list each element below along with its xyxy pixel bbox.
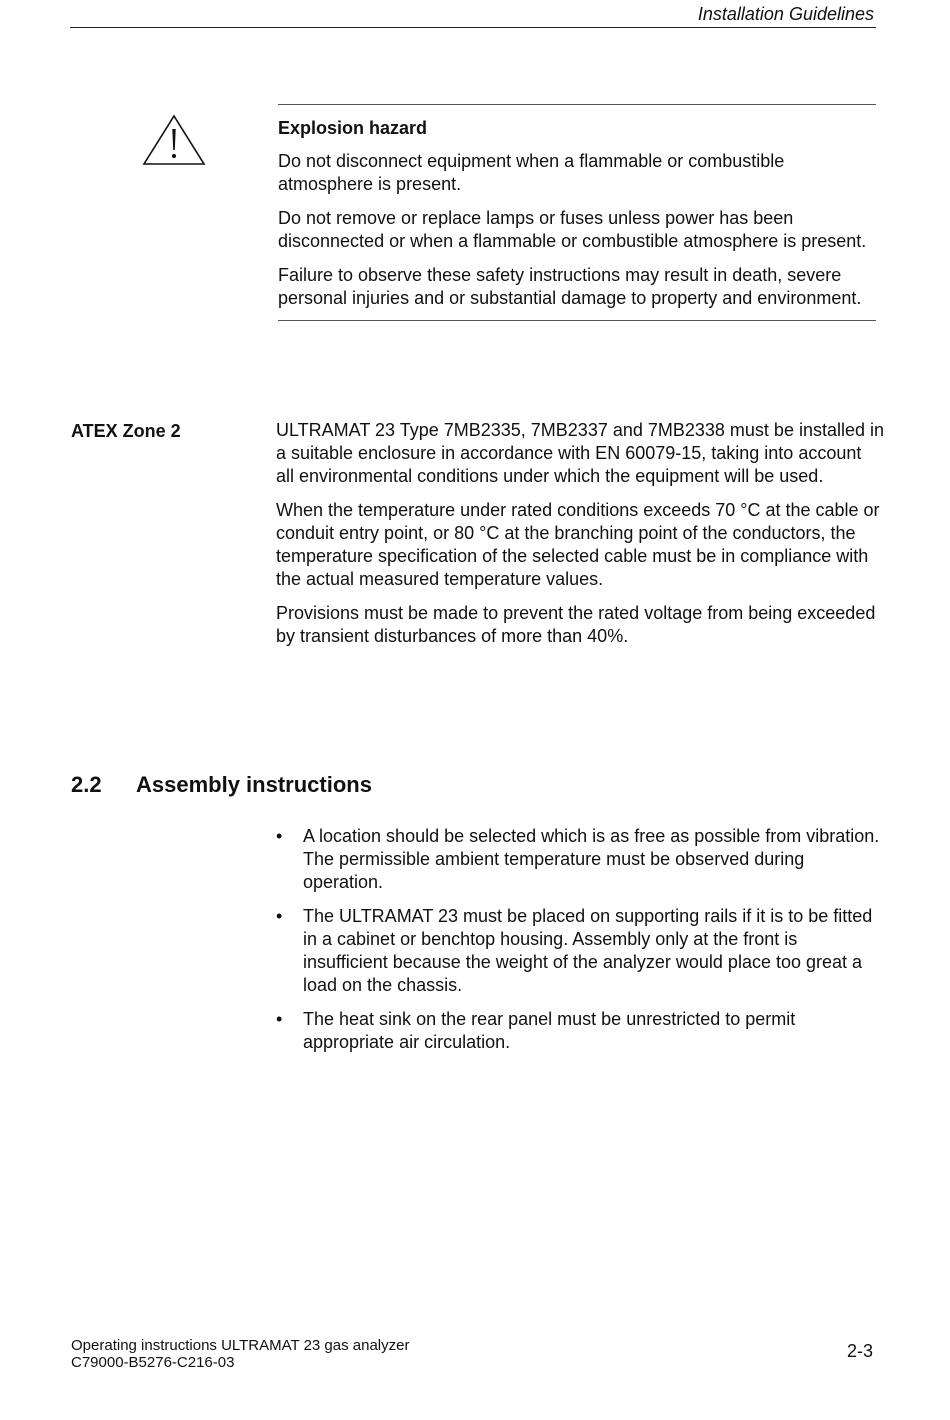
warning-paragraph: Do not remove or replace lamps or fuses unless power has been disconnected or when a flammable or combustible atmosphere is present. <box>278 208 867 251</box>
section-heading <box>71 771 372 799</box>
atex-paragraph: When the temperature under rated conditions exceeds 70 °C at the cable or conduit entry point, or 80 °C at the branching point of the conductors, the temperature specification of the selected cable must be in compliance with the actual measured temperature values. <box>276 500 880 589</box>
atex-paragraph: ULTRAMAT 23 Type 7MB2335, 7MB2337 and 7MB2338 must be installed in a suitable enclosure in accordance with EN 60079-15, taking into account all environmental conditions under which the equipment will be used. <box>276 420 885 486</box>
list-item-text: A location should be selected which is as free as possible from vibration. The permissible ambient temperature must be observed during operation. <box>303 826 880 892</box>
header-divider <box>70 27 876 28</box>
warning-paragraph: Failure to observe these safety instructions may result in death, severe personal injuries and or substantial damage to property and environment. <box>278 265 862 308</box>
list-item <box>276 905 884 997</box>
footer-document-info <box>71 1337 409 1371</box>
footer-order-number: C79000-B5276-C216-03 <box>71 1354 235 1371</box>
warning-title: Explosion hazard <box>278 118 428 138</box>
atex-body <box>276 419 884 648</box>
bullet-marker: • <box>276 826 283 846</box>
atex-label: ATEX Zone 2 <box>71 421 181 441</box>
list-item <box>276 1008 884 1054</box>
warning-paragraph: Do not disconnect equipment when a flammable or combustible atmosphere is present. <box>278 151 785 194</box>
section-title: Assembly instructions <box>136 772 372 797</box>
warning-box <box>278 104 876 321</box>
list-item-text: The heat sink on the rear panel must be unrestricted to permit appropriate air circulation. <box>303 1009 796 1052</box>
bullet-marker: • <box>276 906 283 926</box>
page-number: 2-3 <box>846 1341 873 1361</box>
list-item <box>276 825 884 894</box>
running-header-title: Installation Guidelines <box>697 4 874 24</box>
list-item-text: The ULTRAMAT 23 must be placed on supporting rails if it is to be fitted in a cabinet or benchtop housing. Assembly only at the front is insufficient because the weight of the analyzer would place too great a load on the chassis. <box>303 906 873 995</box>
atex-paragraph: Provisions must be made to prevent the rated voltage from being exceeded by transient disturbances of more than 40%. <box>276 603 876 646</box>
warning-triangle-icon <box>142 114 206 166</box>
section-number: 2.2 <box>71 772 102 797</box>
assembly-bullet-list <box>276 825 884 1065</box>
bullet-marker: • <box>276 1009 283 1029</box>
footer-document-title: Operating instructions ULTRAMAT 23 gas analyzer <box>71 1337 410 1354</box>
